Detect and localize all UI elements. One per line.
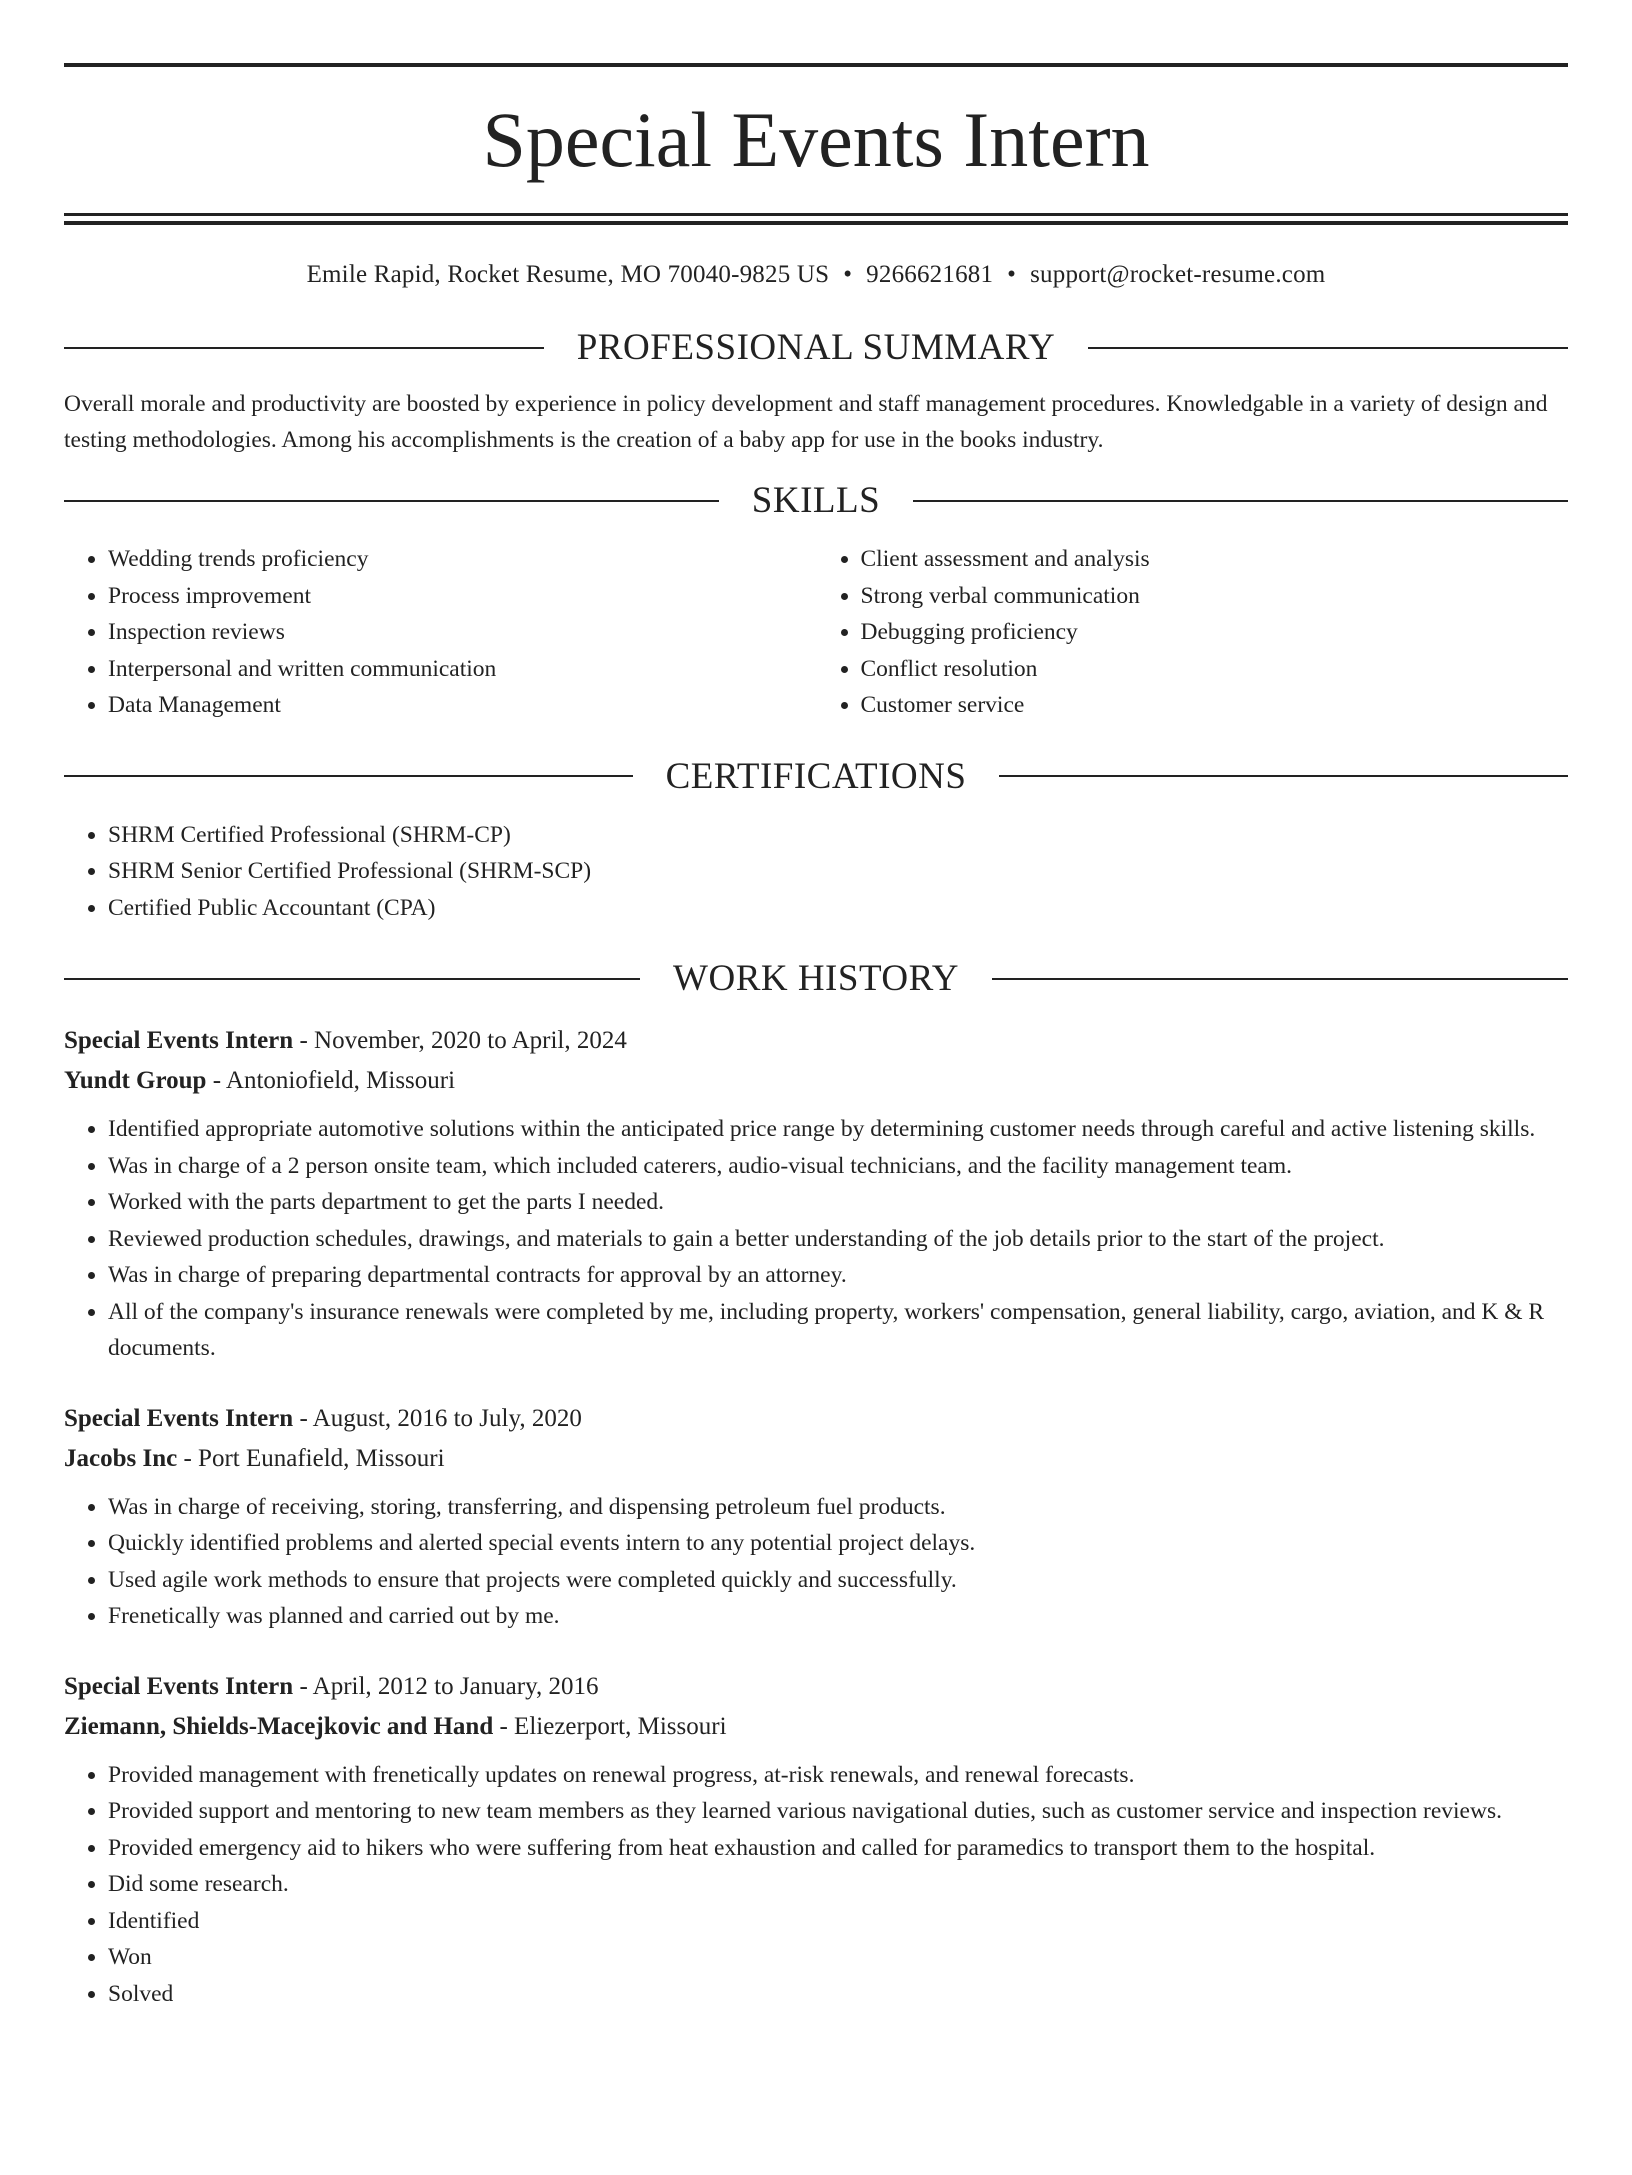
job-bullet: • Identified appropriate automotive solutions within the anticipated price range by determining customer needs through careful and active listening skills. <box>108 1111 1568 1148</box>
heading-rule <box>64 347 544 349</box>
job-entry <box>64 1667 1568 2013</box>
skill-item: • Debugging proficiency <box>861 614 1569 651</box>
skill-item: • Conflict resolution <box>861 651 1569 688</box>
skill-item: • Process improvement <box>108 578 816 615</box>
job-title-line <box>64 1399 1568 1439</box>
job-company-line <box>64 1061 1568 1101</box>
skill-item: • Customer service <box>861 687 1569 724</box>
skill-item: • Client assessment and analysis <box>861 541 1569 578</box>
job-company: Yundt Group <box>64 1067 207 1094</box>
skill-item: • Inspection reviews <box>108 614 816 651</box>
heading-rule <box>913 500 1568 502</box>
skill-item: • Wedding trends proficiency <box>108 541 816 578</box>
job-company-line <box>64 1439 1568 1479</box>
job-company-line <box>64 1707 1568 1747</box>
job-bullets <box>64 1489 1568 1635</box>
job-company: Ziemann, Shields-Macejkovic and Hand <box>64 1712 494 1740</box>
job-bullet: • Was in charge of a 2 person onsite team, which included caterers, audio-visual technicians, and the facility management team. <box>108 1148 1568 1185</box>
skills-column-right <box>816 541 1569 724</box>
contact-email[interactable]: support@rocket-resume.com <box>1030 261 1326 288</box>
resume-name: Special Events Intern <box>482 96 1150 183</box>
job-bullet: • Worked with the parts department to get the parts I needed. <box>108 1184 1568 1221</box>
summary-text: Overall morale and productivity are boosted by experience in policy development and staff management procedures. Knowledgable in a variety of design and testing methodologies. Among his accomplishments is the creation of a baby app for use in the books industry. <box>64 391 1548 453</box>
job-bullets <box>64 1111 1568 1367</box>
job-location: - Antoniofield, Missouri <box>206 1067 456 1094</box>
contact-phone: 9266621681 <box>866 261 994 288</box>
job-entry <box>64 1021 1568 1367</box>
job-location: - Eliezerport, Missouri <box>493 1712 727 1740</box>
job-location: - Port Eunafield, Missouri <box>177 1444 445 1472</box>
job-bullet: • Provided support and mentoring to new team members as they learned various navigational duties, such as customer service and inspection reviews. <box>108 1793 1568 1830</box>
contact-separator: • <box>1007 261 1017 288</box>
job-bullet: • Provided emergency aid to hikers who were suffering from heat exhaustion and called for paramedics to transport them to the hospital. <box>108 1830 1568 1867</box>
skills-title: SKILLS <box>751 480 881 521</box>
skills-list <box>64 541 1568 724</box>
skill-item: • Strong verbal communication <box>861 578 1569 615</box>
heading-rule <box>64 500 719 502</box>
job-title: Special Events Intern <box>64 1404 294 1432</box>
summary-heading <box>64 329 1568 366</box>
skill-item: • Data Management <box>108 687 816 724</box>
contact-separator: • <box>843 261 853 288</box>
job-bullet: • Did some research. <box>108 1866 1568 1903</box>
summary-title: PROFESSIONAL SUMMARY <box>576 327 1056 368</box>
certification-item: • SHRM Certified Professional (SHRM-CP) <box>108 817 1568 854</box>
job-bullet: • Solved <box>108 1976 1568 2013</box>
certification-item: • Certified Public Accountant (CPA) <box>108 890 1568 927</box>
job-bullet: • Identified <box>108 1903 1568 1940</box>
job-dates: - August, 2016 to July, 2020 <box>293 1404 582 1432</box>
job-bullet: • All of the company's insurance renewals were completed by me, including property, workers' compensation, general liability, cargo, aviation, and K & R documents. <box>108 1294 1568 1367</box>
job-bullets <box>64 1757 1568 2013</box>
certifications-list <box>64 817 1568 927</box>
job-title-line <box>64 1667 1568 1707</box>
contact-line <box>64 261 1568 289</box>
certification-item: • SHRM Senior Certified Professional (SHRM-SCP) <box>108 853 1568 890</box>
job-title: Special Events Intern <box>64 1672 294 1700</box>
job-bullet: • Frenetically was planned and carried out by me. <box>108 1598 1568 1635</box>
heading-rule <box>992 978 1568 980</box>
job-bullet: • Reviewed production schedules, drawings, and materials to gain a better understanding of the job details prior to the start of the project. <box>108 1221 1568 1258</box>
job-bullet: • Used agile work methods to ensure that projects were completed quickly and successfully. <box>108 1562 1568 1599</box>
skills-heading <box>64 482 1568 519</box>
job-bullet: • Provided management with frenetically updates on renewal progress, at-risk renewals, and renewal forecasts. <box>108 1757 1568 1794</box>
job-title: Special Events Intern <box>64 1027 294 1054</box>
heading-rule <box>1088 347 1568 349</box>
contact-address: Emile Rapid, Rocket Resume, MO 70040-9825 US <box>306 261 830 288</box>
double-rule <box>64 213 1568 225</box>
skill-item: • Interpersonal and written communication <box>108 651 816 688</box>
job-bullet: • Was in charge of preparing departmental contracts for approval by an attorney. <box>108 1257 1568 1294</box>
skills-column-left <box>64 541 816 724</box>
certifications-heading <box>64 755 1568 797</box>
job-entry <box>64 1399 1568 1635</box>
heading-rule <box>64 978 640 980</box>
job-title-line <box>64 1021 1568 1061</box>
work-heading <box>64 960 1568 997</box>
job-dates: - April, 2012 to January, 2016 <box>293 1672 599 1700</box>
job-bullet: • Quickly identified problems and alerted special events intern to any potential project delays. <box>108 1525 1568 1562</box>
job-bullet: • Won <box>108 1939 1568 1976</box>
resume-page <box>0 63 1632 2175</box>
certifications-title: CERTIFICATIONS <box>665 755 967 797</box>
work-title: WORK HISTORY <box>673 958 959 999</box>
heading-rule <box>999 775 1568 777</box>
job-bullet: • Was in charge of receiving, storing, transferring, and dispensing petroleum fuel products. <box>108 1489 1568 1526</box>
heading-rule <box>64 775 633 777</box>
job-company: Jacobs Inc <box>64 1444 178 1472</box>
job-dates: - November, 2020 to April, 2024 <box>293 1027 627 1054</box>
